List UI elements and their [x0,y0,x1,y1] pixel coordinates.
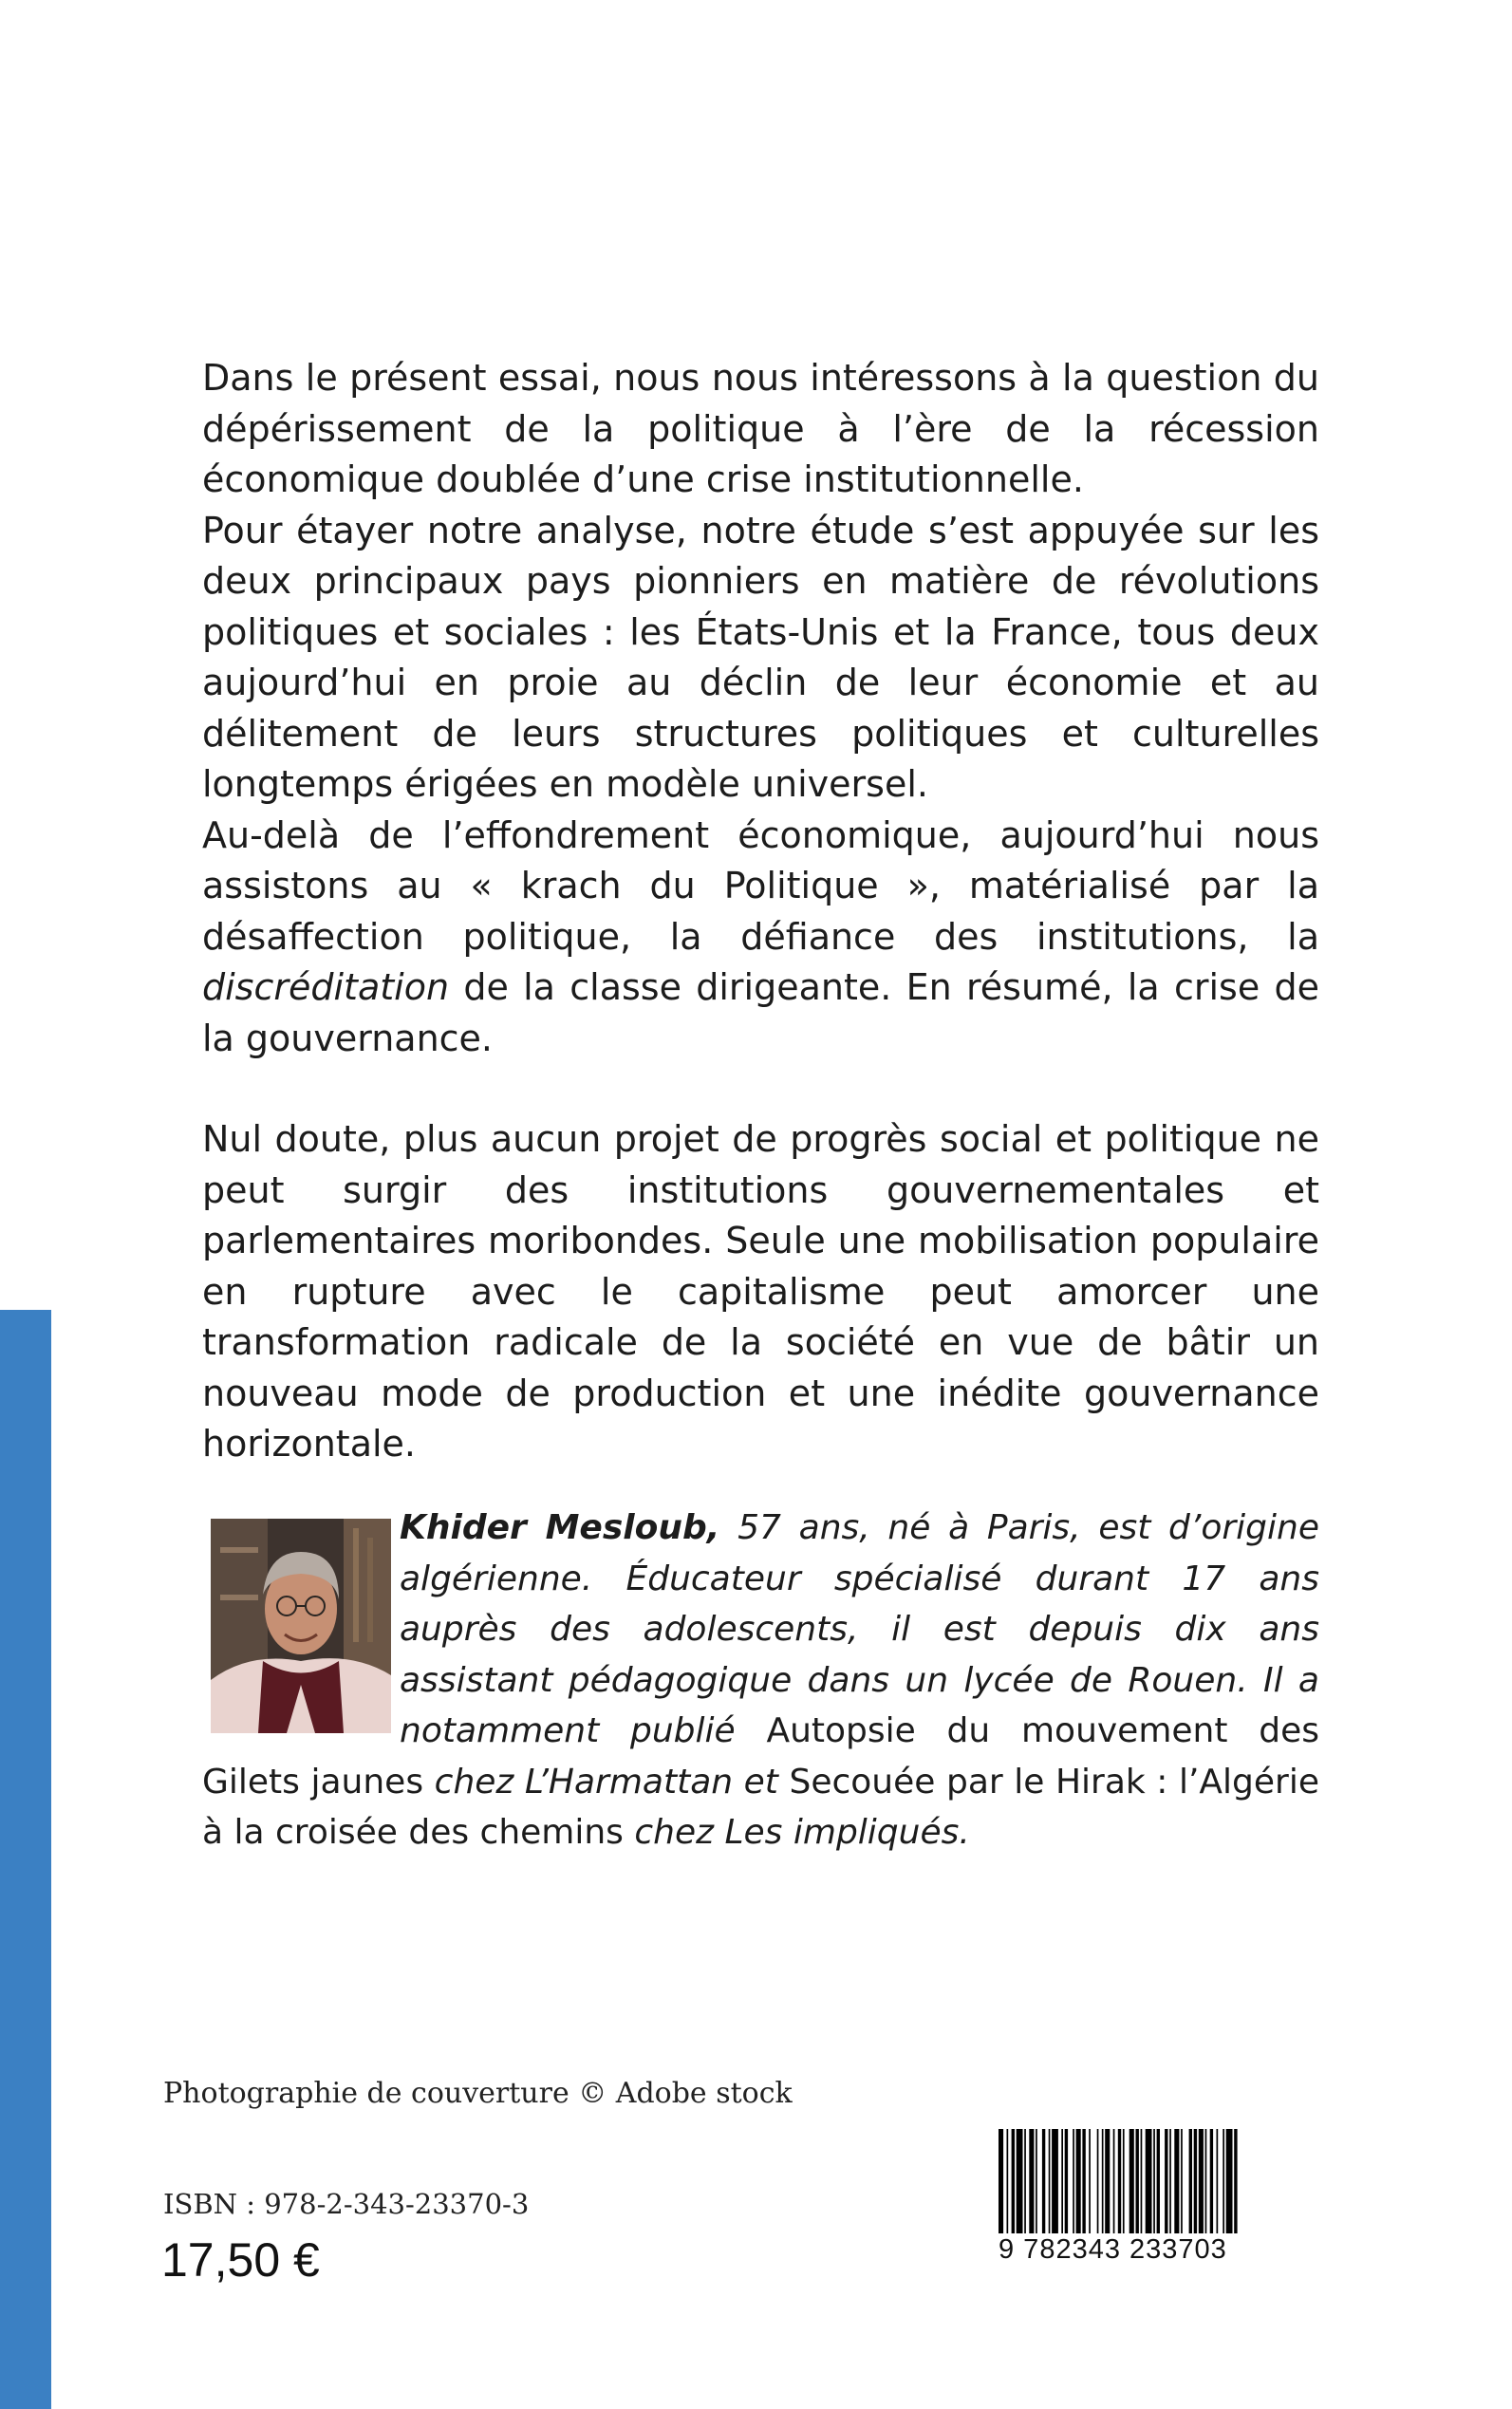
barcode-bar [1105,2129,1110,2233]
author-bio-part-2: chez L’Harmattan et [423,1762,790,1802]
barcode-bar [1226,2129,1233,2233]
barcode-bar [1169,2129,1171,2233]
summary-paragraph-1: Dans le présent essai, nous nous intéressons à la question du dépérissement de la politique à l’ère de la récession économique doublée d’une crise institutionnelle. [202,357,1319,500]
barcode-bar [1097,2129,1099,2233]
barcode-bar [1223,2129,1224,2233]
summary-paragraph-2: Pour étayer notre analyse, notre étude s’est appuyée sur les deux principaux pays pionniers en matière de révolutions politiques et sociales : les États-Unis et la France, tous deux aujourd’hui en proie au déclin de leur économie et au délitement de leurs structures politiques et culturelles longtemps érigées en modèle universel. [202,509,1319,805]
barcode-bar [1061,2129,1063,2233]
barcode-bar [1234,2129,1237,2233]
barcode-bar [1082,2129,1085,2233]
barcode-bar [1036,2129,1037,2233]
barcode-bar [1042,2129,1045,2233]
barcode-bar [1199,2129,1204,2233]
barcode-bar [1089,2129,1091,2233]
summary-paragraph-4: Nul doute, plus aucun projet de progrès social et politique ne peut surgir des institutions gouvernementales et parlementaires moribondes. Seule une mobilisation populaire en rupture avec le capitalisme peut amorcer une transformation radicale de la société en vue de bâtir un nouveau mode de production et une inédite gouvernance horizontale. [202,1118,1319,1465]
photo-credit: Photographie de couverture © Adobe stock [163,2077,793,2110]
barcode-bar [1174,2129,1179,2233]
isbn: ISBN : 978-2-343-23370-3 [163,2188,530,2220]
barcode-bar [1073,2129,1074,2233]
barcode-bar [1017,2129,1023,2233]
barcode-bar [1024,2129,1026,2233]
barcode-bar [1007,2129,1009,2233]
spine-color-bar [0,1310,51,2409]
barcode-bar [1129,2129,1134,2233]
barcode-bar [1052,2129,1058,2233]
barcode-bar [1210,2129,1213,2233]
barcode-bar [1181,2129,1183,2233]
barcode-bar [1012,2129,1015,2233]
summary-paragraph-3 [202,811,1319,1065]
author-book-1: Autopsie du mouvement des Gilets jaunes [202,1711,1320,1802]
barcode-bar [1049,2129,1051,2233]
barcode-bar [1205,2129,1207,2233]
author-bio-part-1: 57 ans, né à Paris, est d’origine algérienne. Éducateur spécialisé durant 17 ans auprès des adolescents, il est depuis dix ans assistant pédagogique dans un lycée de Rouen. Il a notamment publié [400,1508,1319,1750]
barcode-bar [1141,2129,1143,2233]
barcode-bar [1157,2129,1160,2233]
price: 17,50 € [161,2233,320,2287]
back-cover-summary [202,353,1319,1470]
barcode-bar [999,2129,1003,2233]
barcode-bar [1136,2129,1139,2233]
barcode-bar [1153,2129,1155,2233]
photo-spacer [202,1503,400,1711]
barcode-bar [1029,2129,1034,2233]
summary-p3-text-b: de la classe dirigeante. En résumé, la crise de la gouvernance. [202,966,1319,1059]
barcode-bar [1102,2129,1104,2233]
barcode-bar [1146,2129,1152,2233]
barcode-bar [1065,2129,1068,2233]
barcode-digits: 9 782343 233703 [999,2234,1227,2265]
author-book-2: Secouée par le Hirak : l’Algérie à la croisée des chemins [202,1762,1320,1852]
barcode-bar [1165,2129,1167,2233]
summary-p3-emphasis: discréditation [202,966,450,1008]
barcode-bar [1123,2129,1125,2233]
barcode-bar [1113,2129,1115,2233]
barcode-bar [1189,2129,1192,2233]
author-bio-part-3: chez Les impliqués. [623,1813,970,1852]
summary-p3-text-a: Au-delà de l’effondrement économique, aujourd’hui nous assistons au « krach du Politique », matérialisé par la désaffection politique, la défiance des institutions, la [202,813,1319,958]
barcode-bar [1194,2129,1197,2233]
author-name: Khider Mesloub, [400,1508,720,1547]
barcode-bar [1217,2129,1219,2233]
author-biography [202,1503,1319,1858]
barcode-bar [1076,2129,1081,2233]
barcode-bar [1118,2129,1121,2233]
